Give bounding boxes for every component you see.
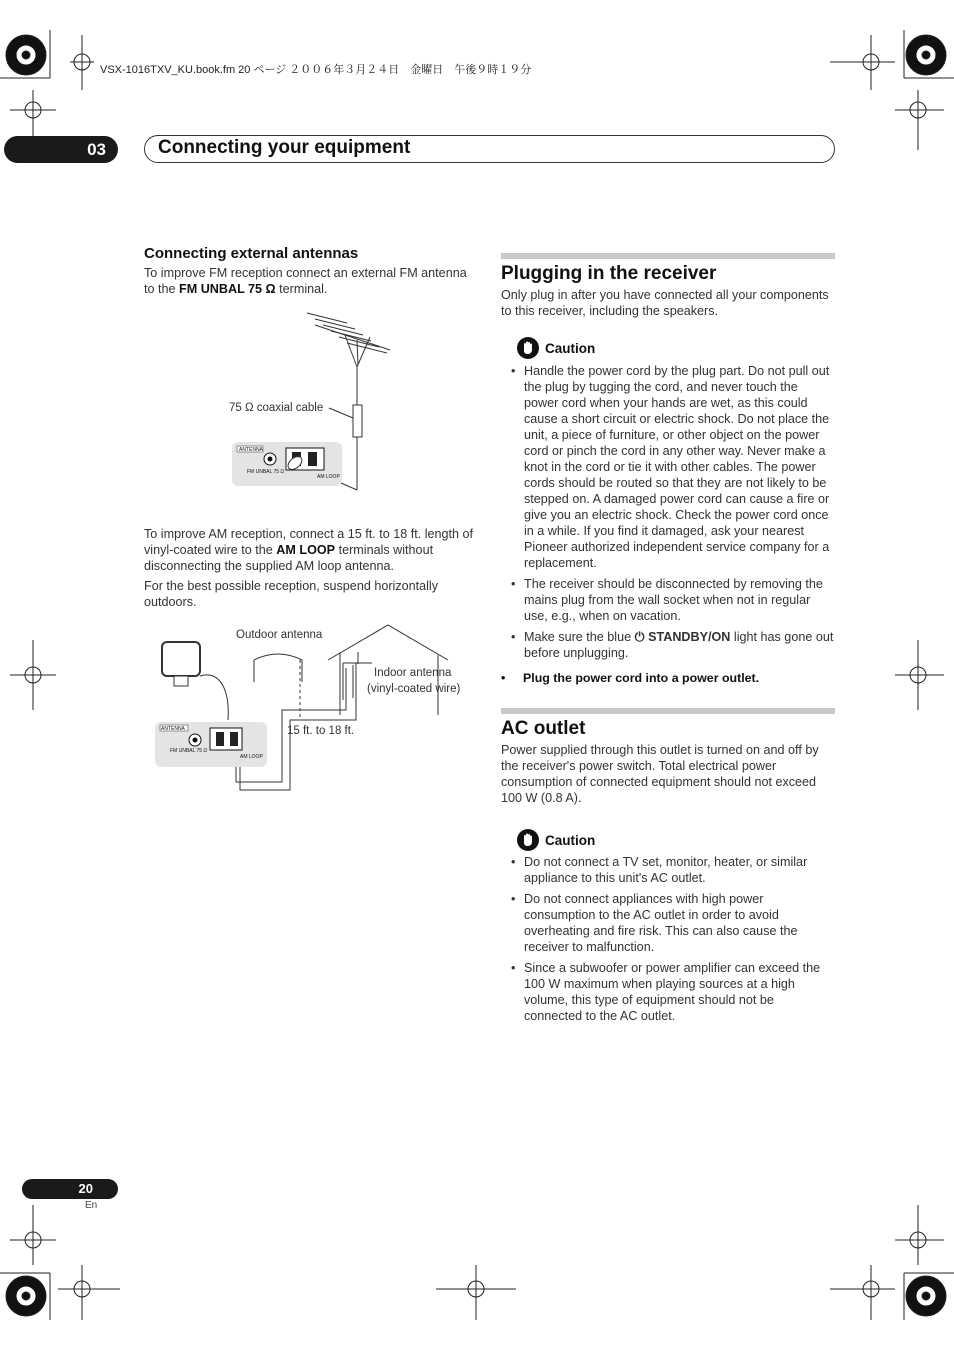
plugging-intro: Only plug in after you have connected all your components to this receiver, including the speakers. <box>501 288 829 318</box>
print-header: VSX-1016TXV_KU.book.fm 20 ページ ２００６年３月２４日 金曜日 午後９時１９分 <box>100 64 532 76</box>
am-text-end: terminals without disconnecting the supplied AM loop antenna. <box>144 543 434 573</box>
section-rule <box>501 253 835 259</box>
fm-terminal: FM UNBAL 75 Ω <box>179 282 276 296</box>
am-text: To improve AM reception, connect a 15 ft. to 18 ft. length of vinyl-coated wire to the <box>144 527 474 557</box>
plugging-step: • Plug the power cord into a power outlet. <box>501 671 760 685</box>
am-terminal: AM LOOP <box>276 543 336 557</box>
caution-label: Caution <box>545 340 596 356</box>
caution-hand-icon <box>517 829 539 851</box>
page-number: 20 <box>22 1179 118 1199</box>
standby-label: STANDBY/ON <box>648 630 731 644</box>
indoor-antenna-sublabel: (vinyl-coated wire) <box>367 683 461 695</box>
fm-paragraph <box>144 265 474 297</box>
ac-outlet-heading: AC outlet <box>501 718 586 739</box>
ac-caution-list <box>501 854 835 1029</box>
list-item: • Do not connect a TV set, monitor, heater, or similar appliance to this unit's AC outlet. <box>501 854 835 886</box>
panel2-am-label: AM LOOP <box>240 754 263 760</box>
fm-text-end: terminal. <box>275 282 328 296</box>
caution-label: Caution <box>545 832 596 848</box>
standby-text-end: light has gone out before unplugging. <box>524 630 834 660</box>
panel-am-label: AM LOOP <box>317 474 340 480</box>
power-icon: ⏻ <box>634 630 645 644</box>
coax-cable-label: 75 Ω coaxial cable <box>229 402 324 414</box>
list-item: • Do not connect appliances with high power consumption to the AC outlet in order to avoid overheating and fire risk. This can also cause the receiver to malfunction. <box>501 891 835 955</box>
list-item <box>501 629 835 661</box>
section-rule <box>501 708 835 714</box>
ac-outlet-intro: Power supplied through this outlet is turned on and off by the receiver's power switch. Total electrical power consumption of connected equipment should not exceed 100 W (0.8 A). <box>501 743 819 805</box>
ac-caution <box>517 829 595 851</box>
plugging-caution <box>517 337 595 359</box>
page-language: En <box>85 1200 98 1211</box>
best-reception-paragraph: For the best possible reception, suspend horizontally outdoors. <box>144 579 439 609</box>
am-antenna-diagram <box>150 620 480 795</box>
caution-hand-icon <box>517 337 539 359</box>
list-item: • Handle the power cord by the plug part. Do not pull out the plug by tugging the cord, and never touch the power cord when your hands are wet, as this could cause a short circuit or electric shock. Do not place the unit, a piece of furniture, or other object on the power cord or pinch the cord in any other way. Never make a knot in the cord or tie it with other cables. The power cords should be routed so that they are not likely to be stepped on. A damaged power cord can cause a fire or give you an electric shock. Check the power cord once in a while. If you find it damaged, ask your nearest Pioneer authorized independent service company for a replacement. <box>501 363 835 571</box>
list-item: • The receiver should be disconnected by removing the mains plug from the wall socket when not in regular use, e.g., when on vacation. <box>501 576 835 624</box>
plugging-heading: Plugging in the receiver <box>501 263 717 284</box>
list-item: • Since a subwoofer or power amplifier can exceed the 100 W maximum when playing sources at a high volume, this type of equipment should not be connected to the AC outlet. <box>501 960 835 1024</box>
plugging-caution-list <box>501 363 835 666</box>
panel-fm-label: FM UNBAL 75 Ω <box>247 469 285 475</box>
chapter-number: 03 <box>4 136 118 163</box>
chapter-title: Connecting your equipment <box>158 137 411 158</box>
standby-text: Make sure the blue <box>524 630 635 644</box>
panel2-fm-label: FM UNBAL 75 Ω <box>170 748 208 754</box>
fm-text: To improve FM reception connect an external FM antenna to the <box>144 266 467 296</box>
am-paragraph <box>144 526 478 574</box>
panel-antenna-label: ANTENNA <box>239 447 263 453</box>
antennas-heading: Connecting external antennas <box>144 245 359 262</box>
outdoor-antenna-label: Outdoor antenna <box>236 629 323 641</box>
step-text: Plug the power cord into a power outlet. <box>523 671 760 685</box>
panel2-antenna-label: ANTENNA <box>161 726 185 732</box>
indoor-antenna-label: Indoor antenna <box>374 667 452 679</box>
wire-length-label: 15 ft. to 18 ft. <box>287 725 355 737</box>
